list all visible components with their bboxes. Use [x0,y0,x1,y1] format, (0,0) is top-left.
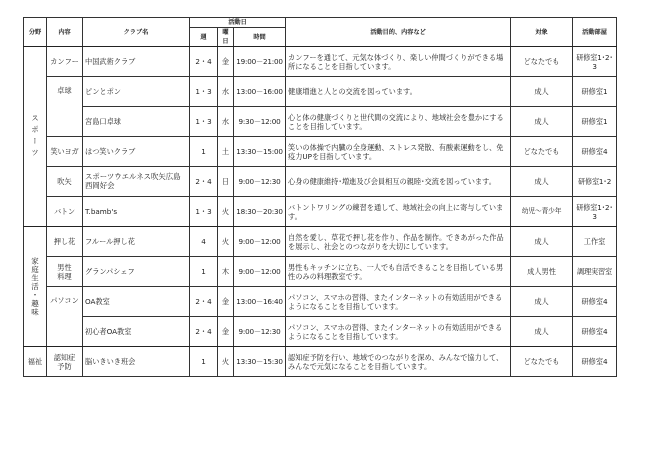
weekday-cell: 土 [218,137,234,167]
table-row [24,317,617,347]
header-club: クラブ名 [83,18,190,47]
club-name: スポーツウエルネス吹矢広島西岡好会 [83,167,190,197]
week-cell: 1・3 [190,77,218,107]
purpose-cell: 笑いの体操で内臓の全身運動、ストレス発散、有酸素運動をし、免疫力UPを目指しています。 [286,137,511,167]
purpose-cell: 心身の健康維持･増進及び会員相互の親睦･交流を図っています。 [286,167,511,197]
week-cell: 2・4 [190,317,218,347]
content-cell: 吹矢 [47,167,83,197]
target-cell: どなたでも [511,347,573,377]
table-row [24,47,617,77]
table-row [24,107,617,137]
time-cell: 13:30－15:00 [234,137,286,167]
content-cell: 認知症予防 [47,347,83,377]
header-purpose: 活動目的、内容など [286,18,511,47]
table-row [24,347,617,377]
purpose-cell: 自然を愛し、草花で押し花を作り、作品を制作。できあがった作品を展示し、社会とのつながりを大切にしています。 [286,227,511,257]
target-cell: 成人 [511,227,573,257]
weekday-cell: 金 [218,47,234,77]
week-cell: 1・3 [190,197,218,227]
club-name: 初心者OA教室 [83,317,190,347]
content-cell: パソコン [47,287,83,347]
header-time: 時間 [234,28,286,47]
header-field: 分野 [24,18,47,47]
table-row [24,257,617,287]
club-name: OA教室 [83,287,190,317]
table-row [24,167,617,197]
table-row [24,287,617,317]
time-cell: 9:00－12:30 [234,167,286,197]
target-cell: どなたでも [511,137,573,167]
room-cell: 研修室1 [573,107,617,137]
weekday-cell: 水 [218,107,234,137]
time-cell: 13:00－16:40 [234,287,286,317]
room-cell: 研修室4 [573,137,617,167]
room-cell: 工作室 [573,227,617,257]
header-target: 対象 [511,18,573,47]
club-name: ピンとポン [83,77,190,107]
content-cell: 押し花 [47,227,83,257]
room-cell: 研修室1･2･3 [573,197,617,227]
target-cell: 成人 [511,77,573,107]
room-cell: 研修室4 [573,317,617,347]
field-cell-sports [24,47,47,227]
room-cell: 研修室1･2 [573,167,617,197]
time-cell: 9:00－12:30 [234,317,286,347]
week-cell: 1 [190,137,218,167]
table-row [24,227,617,257]
target-cell: 成人 [511,167,573,197]
field-label: 家庭生活・趣味 [30,256,40,317]
purpose-cell: 認知症予防を行い、地域でのつながりを深め、みんなで協力して、みんなで元気になることを目指しています。 [286,347,511,377]
content-cell: バトン [47,197,83,227]
target-cell: 幼児～青少年 [511,197,573,227]
club-schedule-table [23,17,617,377]
content-cell: 卓球 [47,77,83,137]
weekday-cell: 金 [218,287,234,317]
header-weekday: 曜日 [218,28,234,47]
club-name: フルール押し花 [83,227,190,257]
time-cell: 13:00－16:00 [234,77,286,107]
purpose-cell: 心と体の健康づくりと世代間の交流により、地域社会を豊かにすることを目指しています。 [286,107,511,137]
field-cell-home-hobby [24,227,47,347]
purpose-cell: 男性もキッチンに立ち、一人でも自活できることを目指している男性のみの料理教室です。 [286,257,511,287]
time-cell: 9:30－12:00 [234,107,286,137]
target-cell: 成人 [511,107,573,137]
header-content: 内容 [47,18,83,47]
week-cell: 1 [190,347,218,377]
target-cell: 成人 [511,317,573,347]
content-cell: カンフー [47,47,83,77]
header-activity-day: 活動日 [190,18,286,28]
table-row [24,77,617,107]
week-cell: 1・3 [190,107,218,137]
field-cell-welfare: 福祉 [24,347,47,377]
content-cell: 男性料理 [47,257,83,287]
room-cell: 研修室1 [573,77,617,107]
weekday-cell: 火 [218,227,234,257]
room-cell: 研修室1･2･3 [573,47,617,77]
header-week: 週 [190,28,218,47]
club-name: はつ笑いクラブ [83,137,190,167]
purpose-cell: パソコン、スマホの習得、またインターネットの有効活用ができるようになることを目指しています。 [286,317,511,347]
room-cell: 研修室4 [573,287,617,317]
time-cell: 13:30－15:30 [234,347,286,377]
time-cell: 9:00－12:00 [234,227,286,257]
weekday-cell: 日 [218,167,234,197]
club-name: グランパシェフ [83,257,190,287]
room-cell: 研修室4 [573,347,617,377]
week-cell: 1 [190,257,218,287]
purpose-cell: バトントワリングの練習を通して、地域社会の向上に寄与しています。 [286,197,511,227]
time-cell: 19:00－21:00 [234,47,286,77]
target-cell: どなたでも [511,47,573,77]
room-cell: 調理実習室 [573,257,617,287]
club-name: 脳いきいき班会 [83,347,190,377]
header-room: 活動部屋 [573,18,617,47]
weekday-cell: 水 [218,77,234,107]
week-cell: 2・4 [190,47,218,77]
week-cell: 2・4 [190,167,218,197]
content-cell: 笑いヨガ [47,137,83,167]
purpose-cell: カンフーを通じて、元気な体づくり、楽しい仲間づくりができる場所になることを目指しています。 [286,47,511,77]
purpose-cell: 健康増進と人との交流を図っています。 [286,77,511,107]
club-name: T.bamb's [83,197,190,227]
target-cell: 成人男性 [511,257,573,287]
field-label: スポーツ [30,113,40,160]
club-name: 中国武術クラブ [83,47,190,77]
table-row [24,197,617,227]
weekday-cell: 火 [218,197,234,227]
weekday-cell: 金 [218,317,234,347]
time-cell: 18:30－20:30 [234,197,286,227]
week-cell: 4 [190,227,218,257]
time-cell: 9:00－12:00 [234,257,286,287]
table-row [24,137,617,167]
weekday-cell: 火 [218,347,234,377]
club-name: 宮島口卓球 [83,107,190,137]
week-cell: 2・4 [190,287,218,317]
purpose-cell: パソコン、スマホの習得、またインターネットの有効活用ができるようになることを目指しています。 [286,287,511,317]
weekday-cell: 木 [218,257,234,287]
target-cell: 成人 [511,287,573,317]
